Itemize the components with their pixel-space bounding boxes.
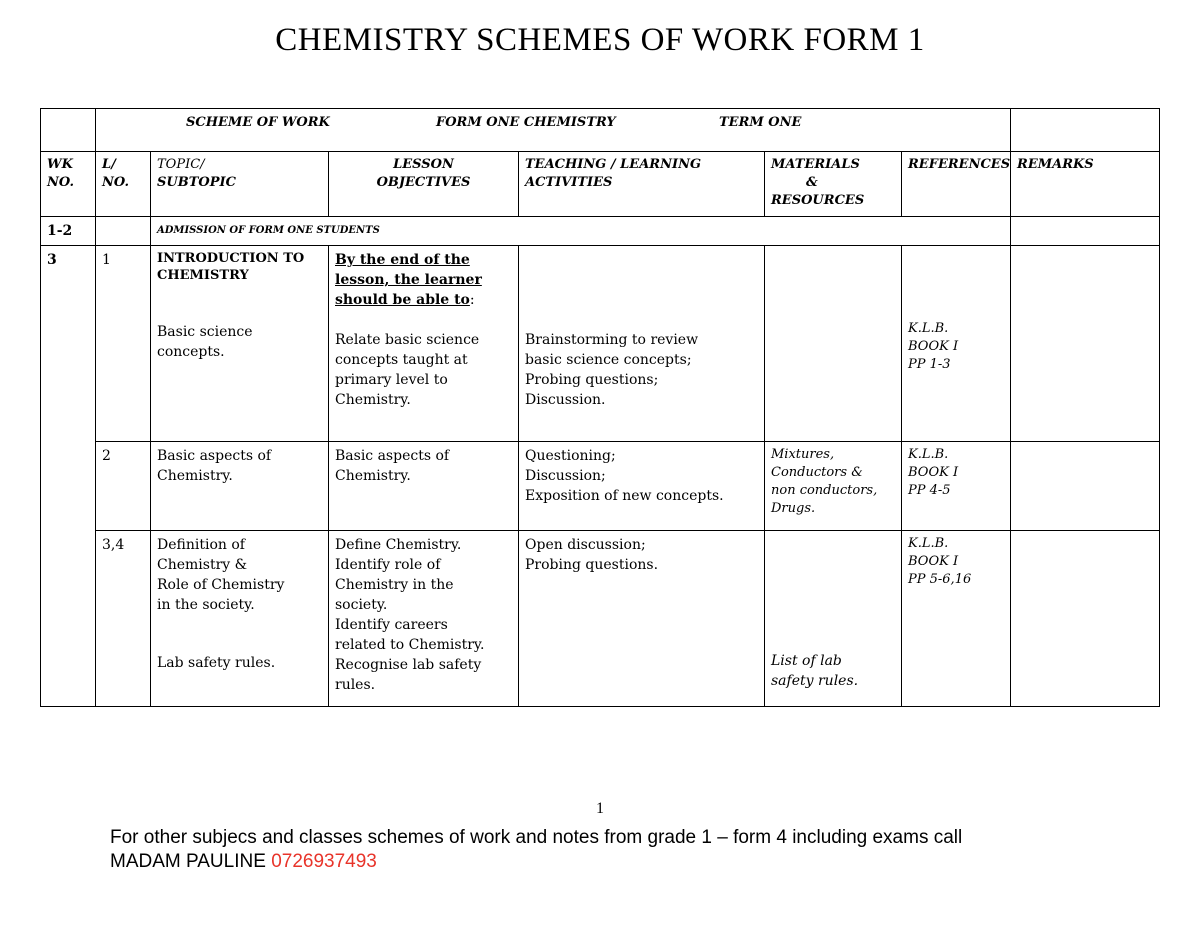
lesson-number: 1 [96, 246, 151, 442]
footer-phone: 0726937493 [271, 851, 377, 872]
activities-cell: Questioning; Discussion; Exposition of new concepts. [519, 442, 765, 531]
remarks-cell [1011, 531, 1160, 707]
activities-cell: Open discussion; Probing questions. [519, 531, 765, 707]
col-header-references: REFERENCES [902, 152, 1011, 217]
remarks-cell [1011, 246, 1160, 442]
topic-cell: INTRODUCTION TO CHEMISTRY Basic science concepts. [151, 246, 329, 442]
footer-line-2 [110, 850, 962, 874]
objectives-cell: By the end of the lesson, the learner should be able to: Relate basic science concepts taught at primary level to Chemistry. [329, 246, 519, 442]
header-band-row [41, 109, 1160, 152]
references-cell: K.L.B. BOOK I PP 1-3 [902, 246, 1011, 442]
footer-line-1: For other subjecs and classes schemes of work and notes from grade 1 – form 4 including exams call [110, 827, 963, 848]
col-header-topic: TOPIC/ SUBTOPIC [151, 152, 329, 217]
col-header-materials: MATERIALS & RESOURCES [765, 152, 902, 217]
scheme-label: SCHEME OF WORK [186, 115, 330, 130]
admission-remarks [1011, 217, 1160, 246]
admission-week: 1-2 [41, 217, 96, 246]
table-row [41, 442, 1160, 531]
week-number: 3 [41, 246, 96, 707]
materials-cell [765, 246, 902, 442]
materials-cell: Mixtures, Conductors & non conductors, Drugs. [765, 442, 902, 531]
remarks-cell [1011, 442, 1160, 531]
page-number: 1 [596, 800, 604, 817]
topic-cell: Basic aspects of Chemistry. [151, 442, 329, 531]
admission-text: ADMISSION OF FORM ONE STUDENTS [151, 217, 1011, 246]
objectives-cell: Define Chemistry. Identify role of Chemistry in the society. Identify careers related to Chemistry. Recognise lab safety rules. [329, 531, 519, 707]
document-title: CHEMISTRY SCHEMES OF WORK FORM 1 [275, 22, 925, 58]
objectives-cell: Basic aspects of Chemistry. [329, 442, 519, 531]
column-header-row [41, 152, 1160, 217]
lesson-number: 2 [96, 442, 151, 531]
topic-cell: Definition of Chemistry & Role of Chemistry in the society. Lab safety rules. [151, 531, 329, 707]
header-band-blank [41, 109, 96, 152]
col-header-remarks: REMARKS [1011, 152, 1160, 217]
admission-lno [96, 217, 151, 246]
form-label: FORM ONE CHEMISTRY [436, 115, 616, 130]
materials-cell: List of lab safety rules. [765, 531, 902, 707]
scheme-of-work-table [40, 108, 1160, 707]
lesson-number: 3,4 [96, 531, 151, 707]
col-header-activities: TEACHING / LEARNING ACTIVITIES [519, 152, 765, 217]
col-header-objectives: LESSON OBJECTIVES [329, 152, 519, 217]
term-label: TERM ONE [719, 115, 802, 130]
table-row [41, 246, 1160, 442]
col-header-wk: WK NO. [41, 152, 96, 217]
header-band [96, 109, 1011, 152]
footer-contact-name: MADAM PAULINE [110, 851, 272, 872]
activities-cell: Brainstorming to review basic science concepts; Probing questions; Discussion. [519, 246, 765, 442]
col-header-lno: L/ NO. [96, 152, 151, 217]
footer-note [110, 826, 962, 874]
header-band-blank-right [1011, 109, 1160, 152]
references-cell: K.L.B. BOOK I PP 5-6,16 [902, 531, 1011, 707]
references-cell: K.L.B. BOOK I PP 4-5 [902, 442, 1011, 531]
admission-row [41, 217, 1160, 246]
table-row [41, 531, 1160, 707]
